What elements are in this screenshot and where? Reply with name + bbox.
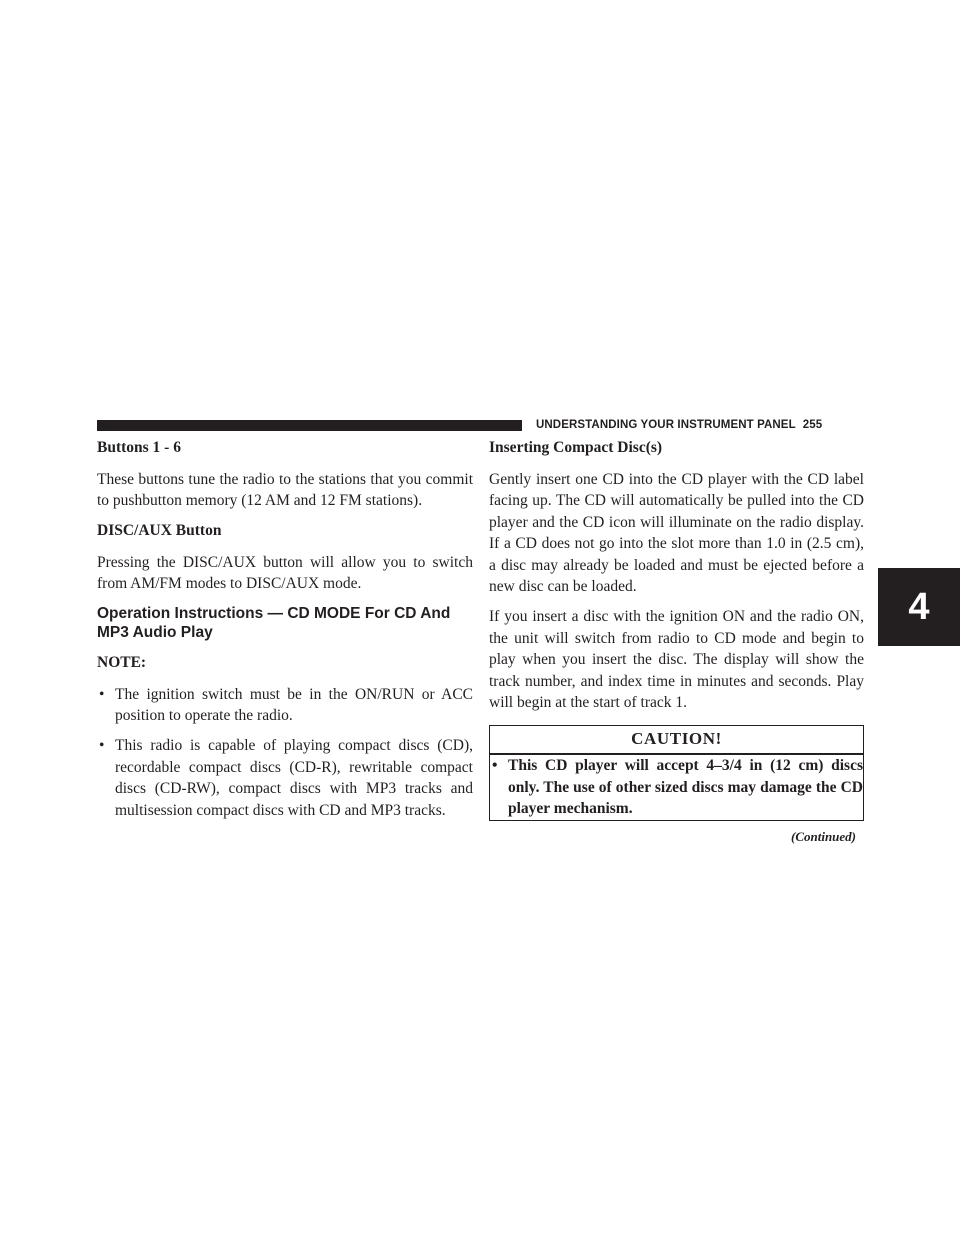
note-bullet-text: This radio is capable of playing compact discs (CD), recordable compact discs (CD-R), rewritable compact discs (CD-RW), compact discs with MP3 tracks and multisession compact discs with CD and MP3 tracks. bbox=[115, 737, 473, 819]
operation-instructions-heading: Operation Instructions — CD MODE For CD And MP3 Audio Play bbox=[97, 604, 451, 641]
left-column bbox=[97, 438, 473, 830]
continued-label: (Continued) bbox=[790, 828, 856, 844]
header-rule bbox=[97, 420, 522, 431]
inserting-cd-paragraph-1: Gently insert one CD into the CD player with the CD label facing up. The CD will automatically be pulled into the CD player and the CD icon will illuminate on the radio display. If a CD does not go into the slot more than 1.0 in (2.5 cm), a disc may already be loaded and must be ejected before a new disc can be loaded. bbox=[489, 471, 864, 596]
buttons-paragraph: These buttons tune the radio to the stations that you commit to pushbutton memory (12 AM and 12 FM stations). bbox=[97, 471, 473, 510]
disc-aux-paragraph: Pressing the DISC/AUX button will allow you to switch from AM/FM modes to DISC/AUX mode. bbox=[97, 553, 473, 593]
chapter-tab[interactable]: 4 bbox=[878, 568, 960, 646]
section-title: UNDERSTANDING YOUR INSTRUMENT PANEL bbox=[536, 419, 796, 431]
page-number: 255 bbox=[802, 419, 823, 431]
bullet-icon: • bbox=[99, 685, 105, 703]
note-label: NOTE: bbox=[97, 653, 147, 671]
note-bullet-text: The ignition switch must be in the ON/RUN or ACC position to operate the radio. bbox=[115, 685, 473, 725]
list-item bbox=[97, 684, 473, 727]
inserting-cd-heading: Inserting Compact Disc(s) bbox=[489, 439, 663, 456]
buttons-heading: Buttons 1 - 6 bbox=[97, 439, 181, 456]
note-list bbox=[97, 684, 473, 821]
list-item bbox=[490, 755, 863, 819]
caution-list bbox=[490, 755, 863, 819]
caution-title: CAUTION! bbox=[490, 726, 863, 755]
bullet-icon: • bbox=[492, 757, 498, 775]
inserting-cd-paragraph-2: If you insert a disc with the ignition ON and the radio ON, the unit will switch from radio to CD mode and begin to play when you insert the disc. The display will show the track number, and index time in minutes and seconds. Play will begin at the start of track 1. bbox=[489, 608, 864, 712]
caution-bullet-text: This CD player will accept 4–3/4 in (12 cm) discs only. The use of other sized discs may damage the CD player mechanism. bbox=[508, 757, 863, 818]
disc-aux-heading: DISC/AUX Button bbox=[97, 521, 222, 539]
right-column bbox=[489, 438, 864, 845]
caution-box bbox=[489, 725, 864, 820]
list-item bbox=[97, 735, 473, 821]
running-header bbox=[536, 419, 822, 431]
bullet-icon: • bbox=[99, 737, 105, 755]
